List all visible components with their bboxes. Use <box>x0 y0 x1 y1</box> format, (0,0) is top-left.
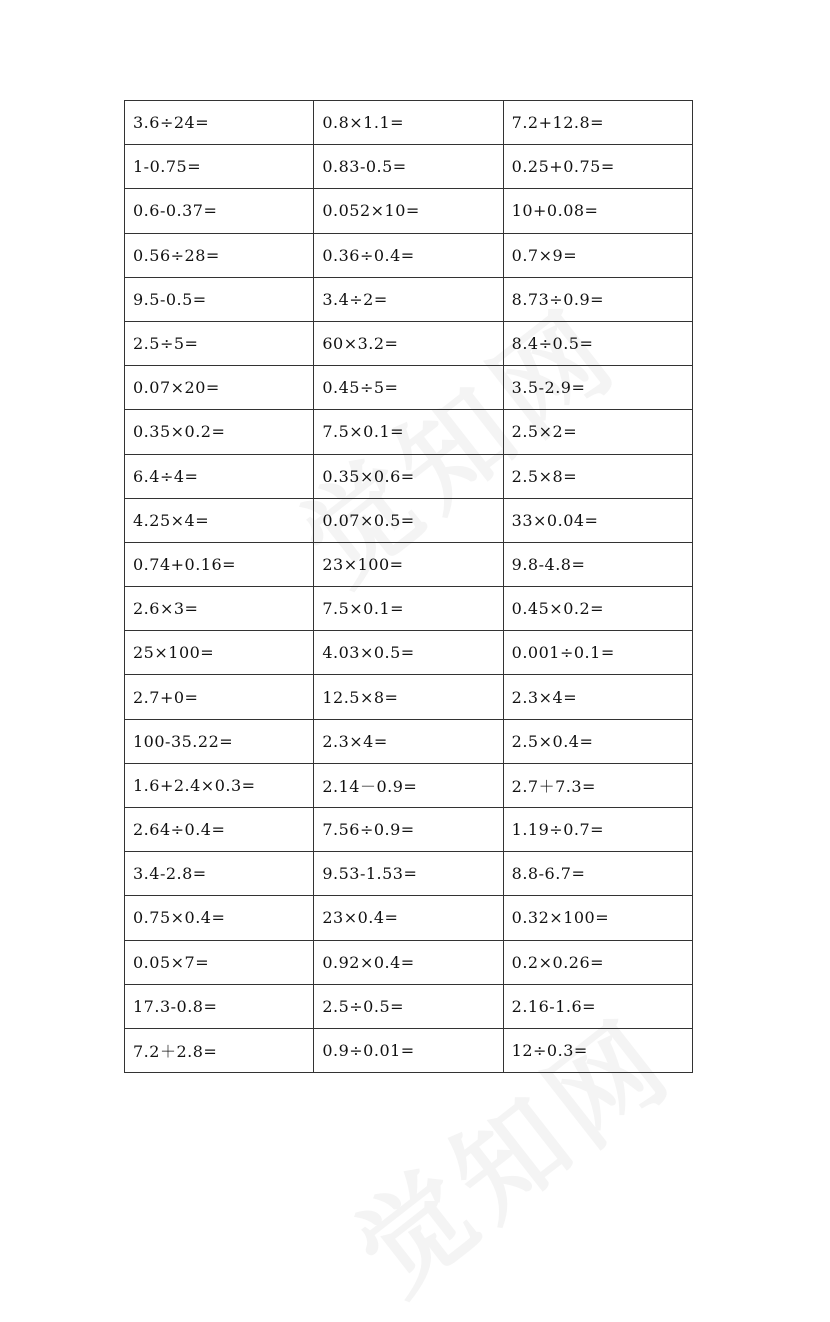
problem-cell: 0.8×1.1= <box>314 101 503 145</box>
problem-cell: 0.052×10= <box>314 189 503 233</box>
problem-cell: 2.5÷5= <box>125 321 314 365</box>
problem-cell: 2.3×4= <box>314 719 503 763</box>
problem-cell: 8.73÷0.9= <box>503 277 692 321</box>
problem-cell: 3.4÷2= <box>314 277 503 321</box>
problem-cell: 0.83-0.5= <box>314 145 503 189</box>
problem-cell: 0.9÷0.01= <box>314 1028 503 1072</box>
problem-cell: 0.74+0.16= <box>125 542 314 586</box>
table-row <box>125 808 693 852</box>
problem-cell: 0.32×100= <box>503 896 692 940</box>
table-row <box>125 454 693 498</box>
problem-cell: 0.45×0.2= <box>503 587 692 631</box>
problem-cell: 0.05×7= <box>125 940 314 984</box>
table-row <box>125 631 693 675</box>
problem-cell: 6.4÷4= <box>125 454 314 498</box>
problem-cell: 2.7+0= <box>125 675 314 719</box>
problem-cell: 7.5×0.1= <box>314 587 503 631</box>
problem-cell: 100-35.22= <box>125 719 314 763</box>
problem-cell: 23×100= <box>314 542 503 586</box>
arithmetic-worksheet-table <box>124 100 693 1073</box>
problem-cell: 9.5-0.5= <box>125 277 314 321</box>
table-row <box>125 542 693 586</box>
problem-cell: 0.001÷0.1= <box>503 631 692 675</box>
table-row <box>125 852 693 896</box>
table-row <box>125 145 693 189</box>
problem-cell: 1.6+2.4×0.3= <box>125 763 314 807</box>
problem-cell: 8.8-6.7= <box>503 852 692 896</box>
problem-cell: 2.5×0.4= <box>503 719 692 763</box>
problem-cell: 1.19÷0.7= <box>503 808 692 852</box>
problem-cell: 0.7×9= <box>503 233 692 277</box>
table-row <box>125 233 693 277</box>
problem-cell: 60×3.2= <box>314 321 503 365</box>
problem-cell: 7.5×0.1= <box>314 410 503 454</box>
problem-cell: 2.5×2= <box>503 410 692 454</box>
problem-cell: 9.8-4.8= <box>503 542 692 586</box>
problem-cell: 4.25×4= <box>125 498 314 542</box>
problem-cell: 25×100= <box>125 631 314 675</box>
problem-cell: 0.35×0.2= <box>125 410 314 454</box>
problem-cell: 0.56÷28= <box>125 233 314 277</box>
table-row <box>125 101 693 145</box>
table-row <box>125 675 693 719</box>
problem-cell: 0.2×0.26= <box>503 940 692 984</box>
problem-cell: 12.5×8= <box>314 675 503 719</box>
table-row <box>125 277 693 321</box>
table-row <box>125 1028 693 1072</box>
table-row <box>125 896 693 940</box>
table-row <box>125 763 693 807</box>
problem-cell: 0.45÷5= <box>314 366 503 410</box>
problem-cell: 2.7＋7.3= <box>503 763 692 807</box>
problem-cell: 2.5×8= <box>503 454 692 498</box>
problem-cell: 2.6×3= <box>125 587 314 631</box>
problem-cell: 10+0.08= <box>503 189 692 233</box>
problem-cell: 7.2＋2.8= <box>125 1028 314 1072</box>
problem-cell: 3.6÷24= <box>125 101 314 145</box>
problem-cell: 2.16-1.6= <box>503 984 692 1028</box>
table-row <box>125 189 693 233</box>
problem-cell: 1-0.75= <box>125 145 314 189</box>
problem-cell: 3.4-2.8= <box>125 852 314 896</box>
problem-cell: 4.03×0.5= <box>314 631 503 675</box>
problem-cell: 33×0.04= <box>503 498 692 542</box>
table-row <box>125 366 693 410</box>
problem-cell: 7.56÷0.9= <box>314 808 503 852</box>
problem-cell: 2.3×4= <box>503 675 692 719</box>
problem-cell: 9.53-1.53= <box>314 852 503 896</box>
table-row <box>125 498 693 542</box>
problem-cell: 12÷0.3= <box>503 1028 692 1072</box>
table-row <box>125 410 693 454</box>
problem-cell: 0.92×0.4= <box>314 940 503 984</box>
problem-cell: 0.35×0.6= <box>314 454 503 498</box>
problem-cell: 3.5-2.9= <box>503 366 692 410</box>
problem-cell: 0.6-0.37= <box>125 189 314 233</box>
problem-cell: 8.4÷0.5= <box>503 321 692 365</box>
table-row <box>125 940 693 984</box>
problem-cell: 0.25+0.75= <box>503 145 692 189</box>
problem-cell: 0.07×20= <box>125 366 314 410</box>
problem-cell: 2.5÷0.5= <box>314 984 503 1028</box>
table-row <box>125 587 693 631</box>
table-row <box>125 719 693 763</box>
table-row <box>125 321 693 365</box>
problem-cell: 0.36÷0.4= <box>314 233 503 277</box>
problem-cell: 2.14－0.9= <box>314 763 503 807</box>
problem-cell: 17.3-0.8= <box>125 984 314 1028</box>
problem-cell: 0.07×0.5= <box>314 498 503 542</box>
problem-cell: 2.64÷0.4= <box>125 808 314 852</box>
problem-cell: 0.75×0.4= <box>125 896 314 940</box>
problem-cell: 23×0.4= <box>314 896 503 940</box>
problem-cell: 7.2+12.8= <box>503 101 692 145</box>
table-row <box>125 984 693 1028</box>
worksheet-body <box>125 101 693 1073</box>
